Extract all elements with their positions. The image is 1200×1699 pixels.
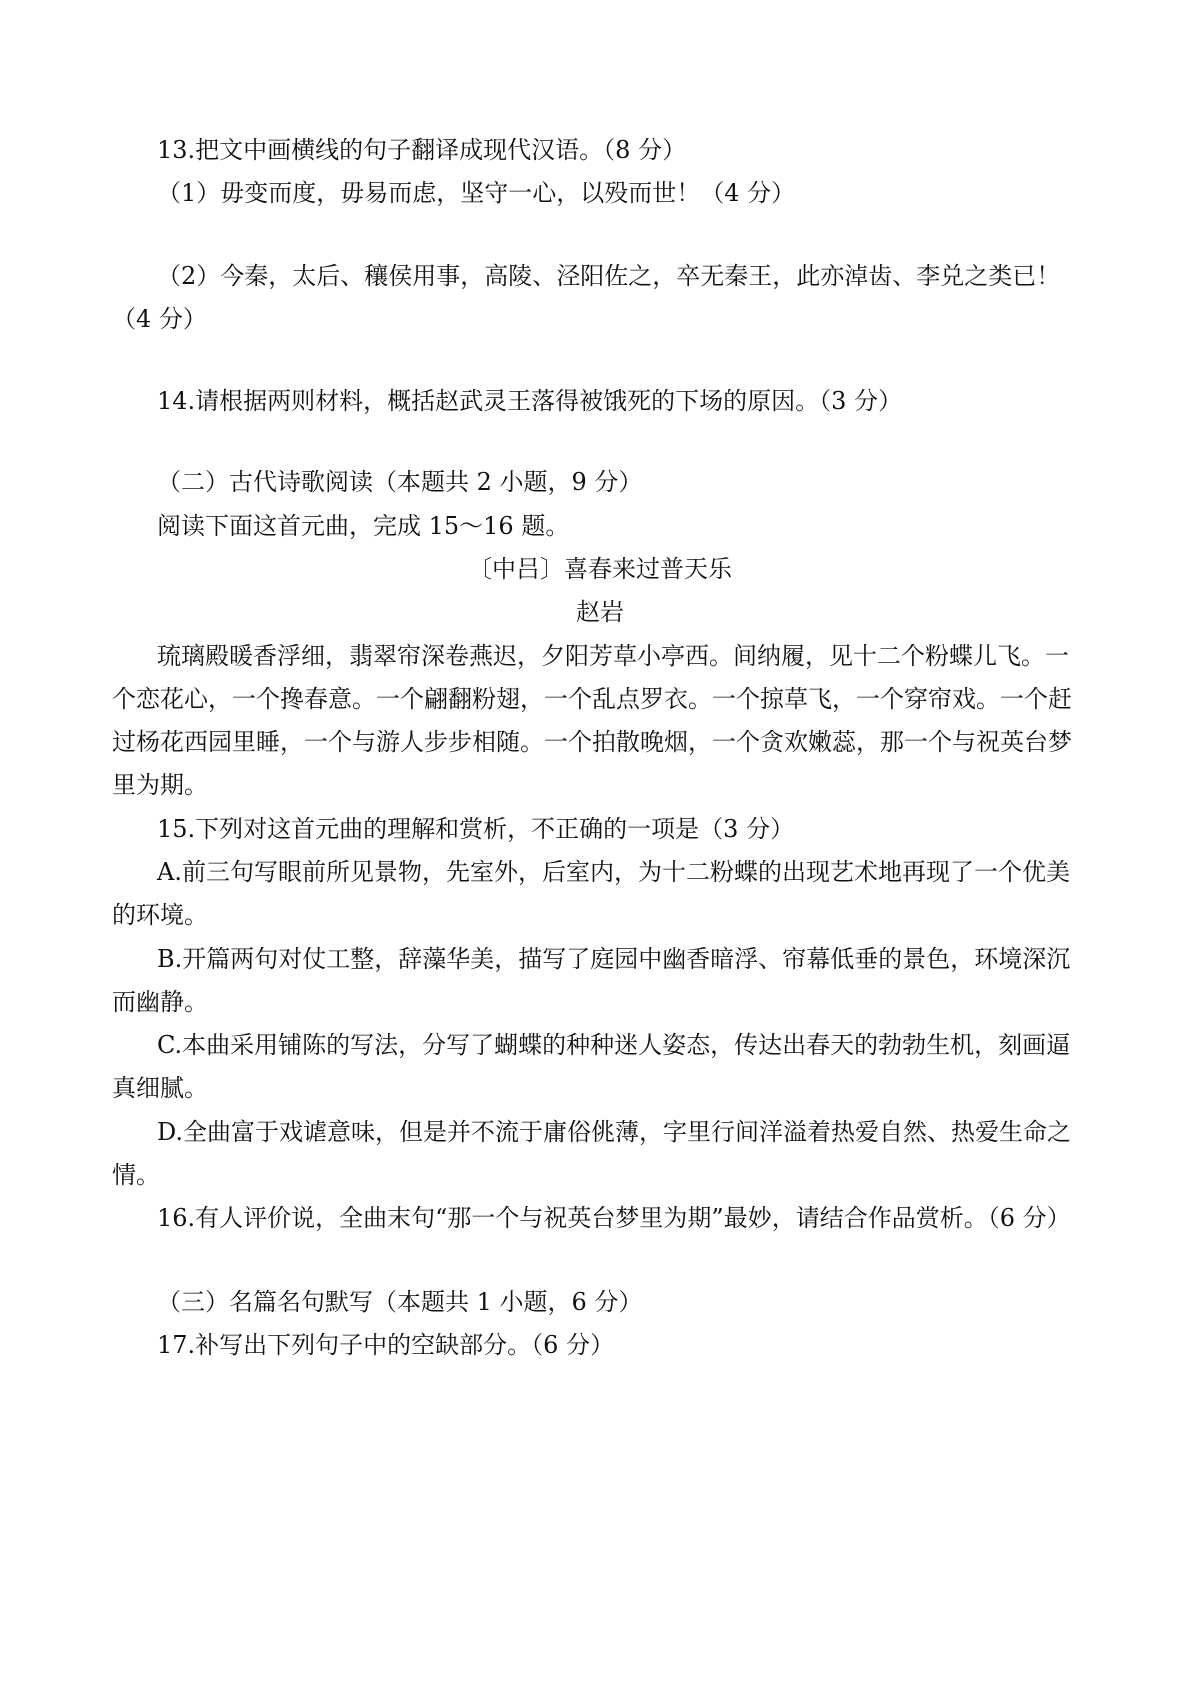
q13-sub1: （1）毋变而度，毋易而虑，坚守一心，以殁而世！（4 分） — [157, 179, 796, 207]
q13-prompt: 13.把文中画横线的句子翻译成现代汉语。（8 分） — [157, 136, 687, 164]
poem-title: 〔中吕〕喜春来过普天乐 — [468, 555, 732, 583]
q15-prompt: 15.下列对这首元曲的理解和赏析，不正确的一项是（3 分） — [157, 815, 795, 843]
q15-option-c-line1: C.本曲采用铺陈的写法，分写了蝴蝶的种种迷人姿态，传达出春天的勃勃生机，刻画逼 — [157, 1031, 1071, 1059]
q17-prompt: 17.补写出下列句子中的空缺部分。（6 分） — [157, 1331, 615, 1359]
poem-line-2: 个恋花心，一个搀春意。一个翩翻粉翅，一个乱点罗衣。一个掠草飞，一个穿帘戏。一个赶 — [112, 685, 1072, 713]
poem-line-3: 过杨花西园里睡，一个与游人步步相随。一个拍散晚烟，一个贪欢嫩蕊，那一个与祝英台梦 — [112, 728, 1072, 756]
section2-heading: （二）古代诗歌阅读（本题共 2 小题，9 分） — [157, 468, 643, 496]
q15-option-a-line1: A.前三句写眼前所见景物，先室外，后室内，为十二粉蝶的出现艺术地再现了一个优美 — [157, 858, 1070, 886]
poem-line-1: 琉璃殿暖香浮细，翡翠帘深卷燕迟，夕阳芳草小亭西。间纳履，见十二个粉蝶儿飞。一 — [157, 642, 1069, 670]
q15-option-b-line1: B.开篇两句对仗工整，辞藻华美，描写了庭园中幽香暗浮、帘幕低垂的景色，环境深沉 — [157, 945, 1071, 973]
q15-option-b-line2: 而幽静。 — [112, 988, 208, 1016]
section3-heading: （三）名篇名句默写（本题共 1 小题，6 分） — [157, 1288, 643, 1316]
q15-option-a-line2: 的环境。 — [112, 901, 208, 929]
q15-option-d-line2: 情。 — [112, 1161, 160, 1189]
q13-sub2-line1: （2）今秦，太后、穰侯用事，高陵、泾阳佐之，卒无秦王，此亦淖齿、李兑之类已！ — [157, 262, 1061, 290]
q15-option-d-line1: D.全曲富于戏谑意味，但是并不流于庸俗佻薄，字里行间洋溢着热爱自然、热爱生命之 — [157, 1118, 1072, 1146]
poem-author: 赵岩 — [576, 598, 624, 626]
q15-option-c-line2: 真细腻。 — [112, 1074, 208, 1102]
poem-line-4: 里为期。 — [112, 771, 208, 799]
q14-prompt: 14.请根据两则材料，概括赵武灵王落得被饿死的下场的原因。（3 分） — [157, 387, 903, 415]
q13-sub2-line2: （4 分） — [112, 305, 207, 333]
section2-instruction: 阅读下面这首元曲，完成 15～16 题。 — [157, 512, 570, 540]
q16-prompt: 16.有人评价说，全曲末句“那一个与祝英台梦里为期”最妙，请结合作品赏析。（6 分） — [157, 1204, 1071, 1232]
